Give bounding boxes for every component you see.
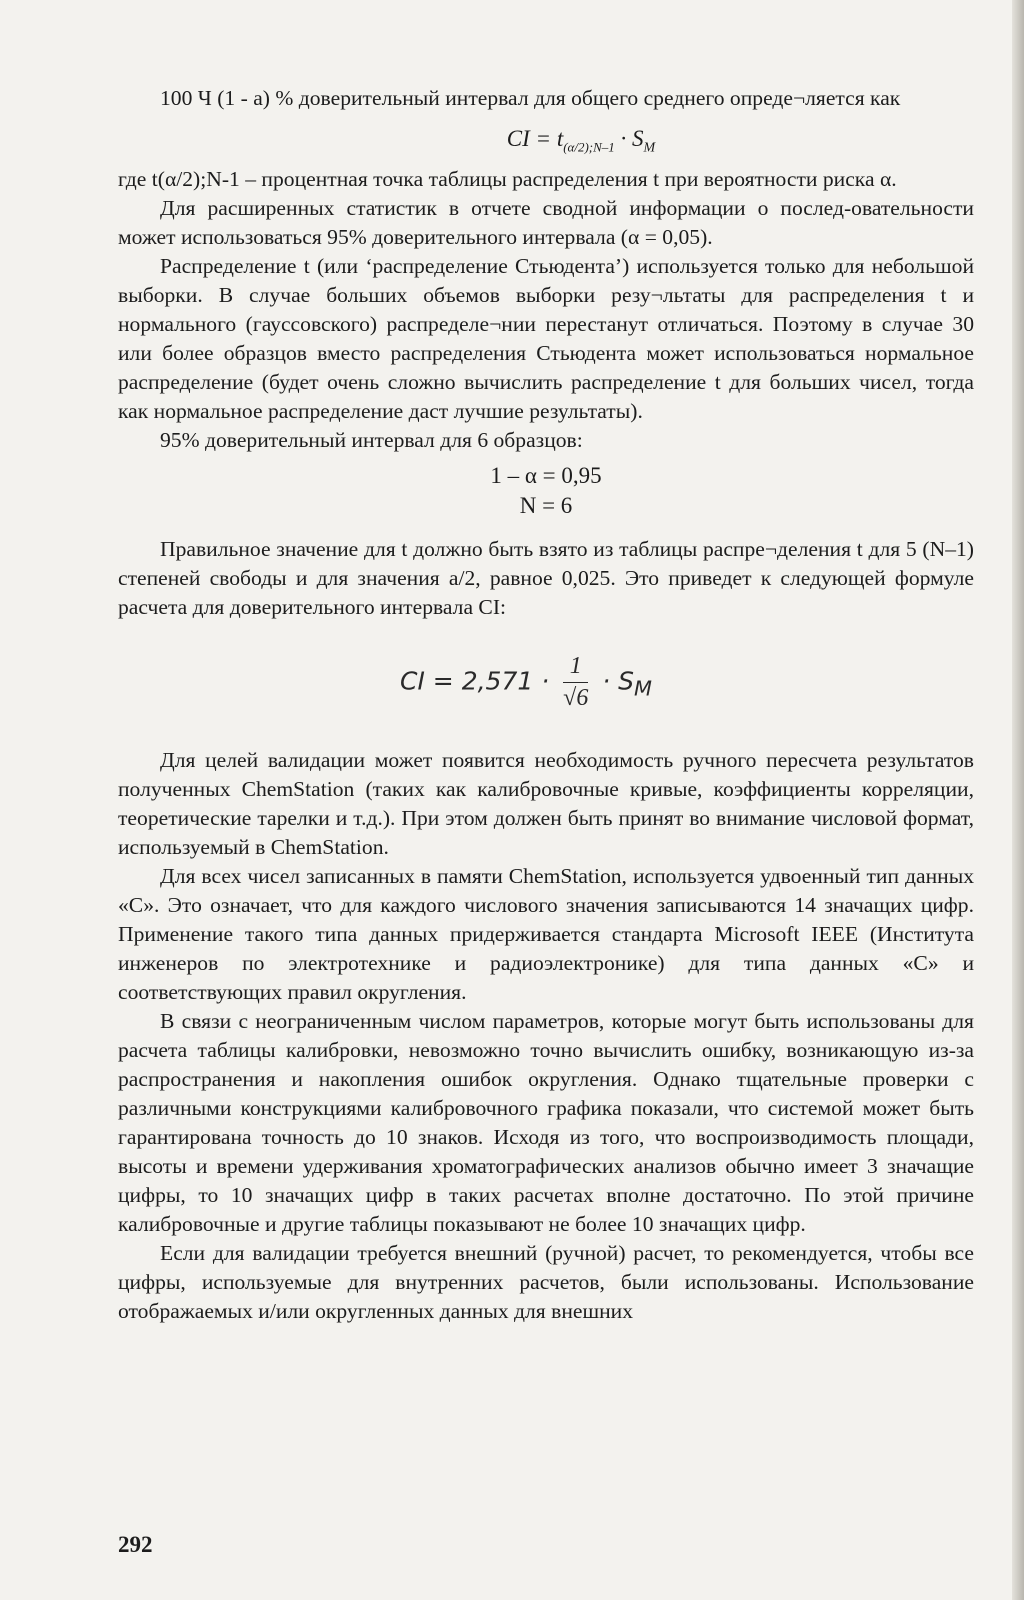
formula2-equals: = <box>432 666 454 696</box>
paragraph-ci-six-samples: 95% доверительный интервал для 6 образцов: <box>160 428 583 452</box>
formula2-ci-lhs: CI <box>400 666 425 696</box>
page-body <box>118 84 974 1326</box>
paragraph-t-definition: где t(α/2);N-1 – процентная точка таблицы распределения t при вероятности риска α. <box>118 167 897 191</box>
formula2-s-subscript: M <box>634 676 653 701</box>
formula2-fraction <box>563 652 588 713</box>
formula-dot: · <box>620 126 627 151</box>
formula-s-symbol: S <box>632 126 644 151</box>
paragraph-double-type: Для всех чисел записанных в памяти ChemStation, используется удвоенный тип данных «С». Это означает, что для каждого числового значения записываются 14 значащих цифр. Применение такого типа данных придерживается стандарта Microsoft IEEE (Института инженеров по электротехнике и радиоэлектронике) для типа данных «С» и соответствующих правил округления. <box>118 864 974 1004</box>
formula2-denominator: √6 <box>563 685 589 711</box>
page-edge-shadow <box>1012 0 1024 1600</box>
paragraph-student-distribution: Распределение t (или ‘распределение Стьюдента’) используется только для небольшой выборки. В случае больших объемов выборки резу¬льтаты для распределения t и нормального (гауссовского) распределе¬нии перестанут отличаться. Поэтому в случае 30 или более образцов вместо распределения Стьюдента может использоваться нормальное распределение (будет очень сложно вычислить распределение t для больших чисел, тогда как нормальное распределение даст лучшие результаты). <box>118 254 974 423</box>
paragraph-extended-statistics: Для расширенных статистик в отчете сводной информации о послед-овательности может использоваться 95% доверительного интервала (α = 0,05). <box>118 196 974 249</box>
formula2-dot-1: · <box>541 666 550 696</box>
formula-s-subscript: M <box>643 140 656 156</box>
formula2-dot-2: · <box>602 666 611 696</box>
formula-t-subscript: (α/2);N–1 <box>563 139 615 155</box>
paragraph-t-table-value: Правильное значение для t должно быть взято из таблицы распре¬деления t для 5 (N–1) степеней свободы и для значения а/2, равное 0,025. Это приведет к следующей формуле расчета для доверительного интервала CI: <box>118 537 974 619</box>
formula-ci-lhs: CI <box>506 126 530 151</box>
formula2-value: 2,571 <box>461 666 534 696</box>
formula-ci-general <box>118 113 974 165</box>
formula-ci-numeric <box>118 622 974 740</box>
paragraph-external-calculation: Если для валидации требуется внешний (ручной) расчет, то рекомендуется, чтобы все цифры, используемые для внутренних расчетов, были использованы. Использование отображаемых и/или округленных данных для внешних <box>118 1241 974 1323</box>
page-number: 292 <box>118 1532 153 1557</box>
formula-conditions <box>118 461 974 521</box>
formula-t-symbol: t <box>556 126 564 151</box>
formula-ci-equals: = <box>535 126 552 151</box>
formula-alpha-line: 1 – α = 0,95 <box>490 463 602 488</box>
paragraph-validation: Для целей валидации может появится необходимость ручного пересчета результатов полученных ChemStation (таких как калибровочные кривые, коэффициенты корреляции, теоретические тарелки и т.д.). При этом должен быть принят во внимание числовой формат, используемый в ChemStation. <box>118 748 974 859</box>
paragraph-ci-intro: 100 Ч (1 - а) % доверительный интервал для общего среднего опреде¬ляется как <box>160 86 901 110</box>
formula2-numerator: 1 <box>563 652 588 683</box>
formula-n-line: N = 6 <box>519 493 573 518</box>
paragraph-rounding-errors: В связи с неограниченным числом параметров, которые могут быть использованы для расчета таблицы калибровки, невозможно точно вычислить ошибку, возникающую из-за распространения и накопления ошибок округления. Однако тщательные проверки с различными конструкциями калибровочного графика показали, что системой может быть гарантирована точность до 10 знаков. Исходя из того, что воспроизводимость площади, высоты и времени удерживания хроматографических анализов обычно имеет 3 значащие цифры, то 10 значащих цифр в таких расчетах вполне достаточно. По этой причине калибровочные и другие таблицы показывают не более 10 значащих цифр. <box>118 1009 974 1236</box>
formula2-s-symbol: S <box>618 666 635 696</box>
